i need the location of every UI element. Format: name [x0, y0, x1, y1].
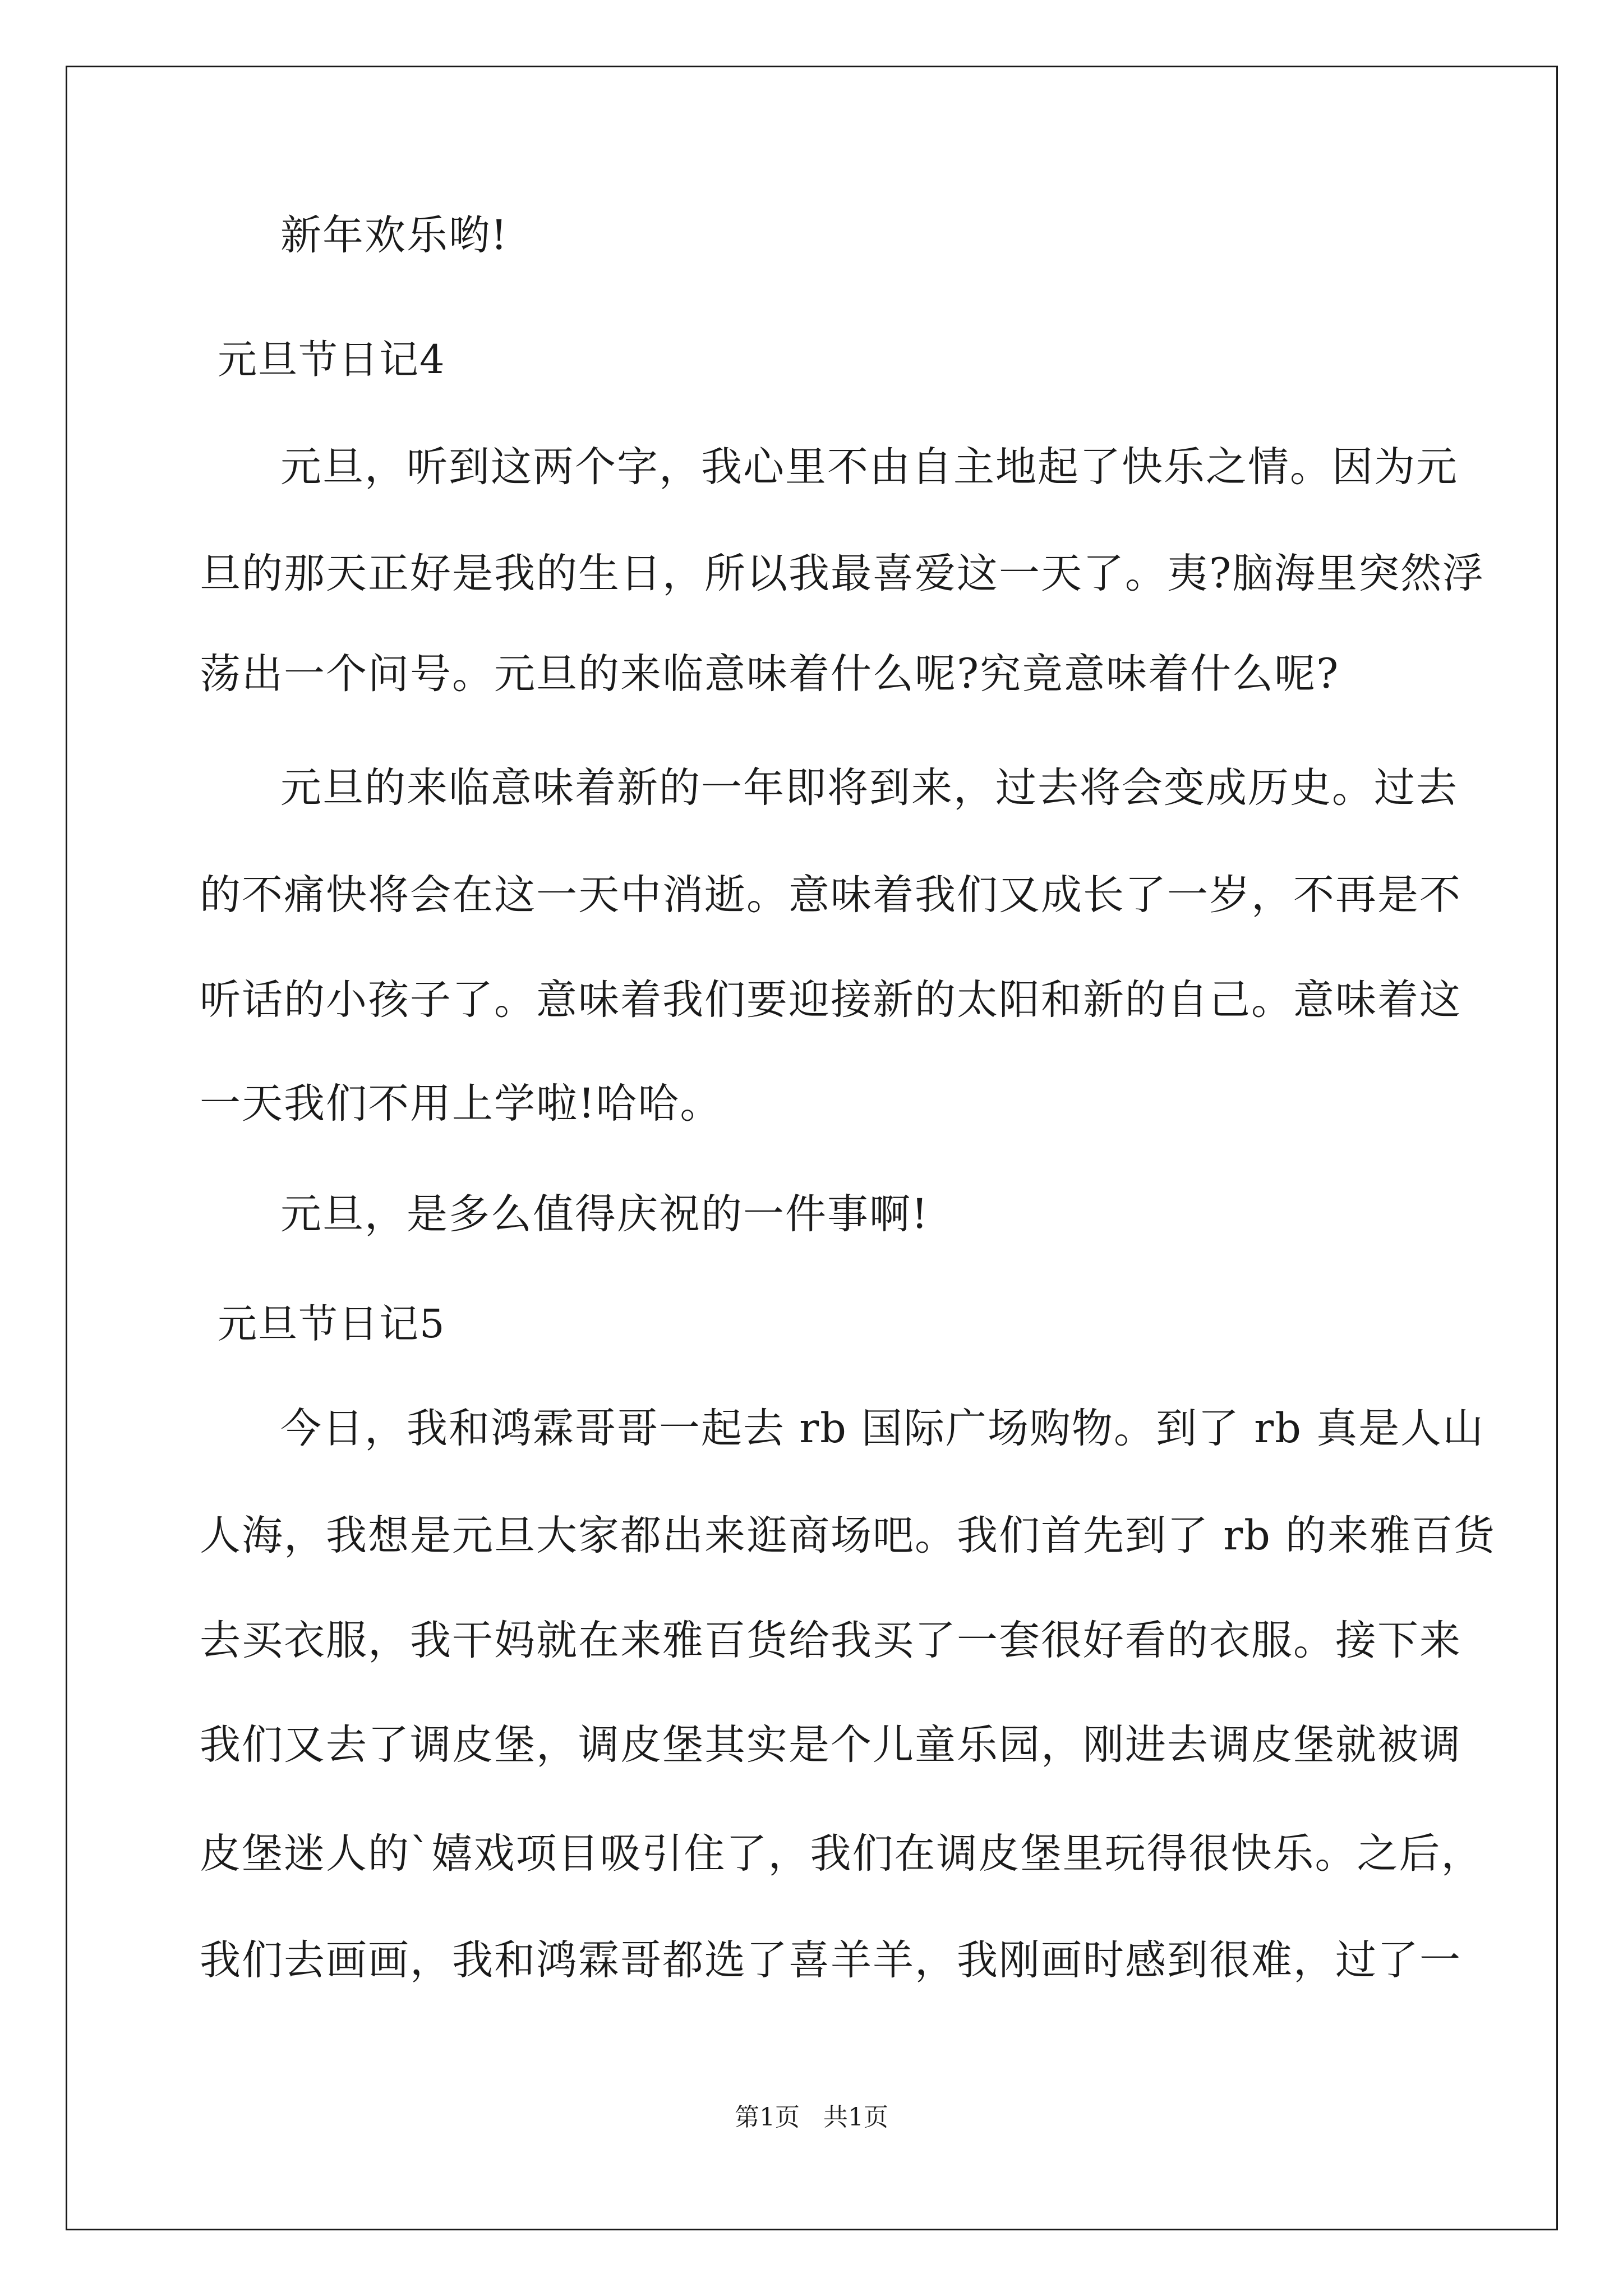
- section-heading: 元旦节日记4: [218, 337, 446, 383]
- paragraph-line: 听话的小孩子了。意味着我们要迎接新的太阳和新的自己。意味着这: [200, 976, 1461, 1024]
- paragraph-line: 荡出一个问号。元旦的来临意味着什么呢?究竟意味着什么呢?: [200, 650, 1340, 698]
- paragraph-line: 今日，我和鸿霖哥哥一起去 rb 国际广场购物。到了 rb 真是人山: [280, 1405, 1485, 1452]
- paragraph-line: 旦的那天正好是我的生日，所以我最喜爱这一天了。夷?脑海里突然浮: [200, 550, 1485, 597]
- paragraph-line: 元旦的来临意味着新的一年即将到来，过去将会变成历史。过去: [280, 764, 1458, 812]
- paragraph-line: 元旦，听到这两个字，我心里不由自主地起了快乐之情。因为元: [280, 443, 1458, 491]
- paragraph-line: 皮堡迷人的`嬉戏项目吸引住了，我们在调皮堡里玩得很快乐。之后，: [200, 1830, 1483, 1878]
- paragraph-line: 我们去画画，我和鸿霖哥都选了喜羊羊，我刚画时感到很难，过了一: [200, 1936, 1461, 1984]
- page-number: 第1页 共1页: [735, 2103, 888, 2132]
- paragraph-line: 去买衣服，我干妈就在来雅百货给我买了一套很好看的衣服。接下来: [200, 1617, 1461, 1664]
- paragraph-line: 新年欢乐哟!: [280, 211, 509, 259]
- section-heading: 元旦节日记5: [218, 1301, 446, 1347]
- paragraph-line: 人海，我想是元旦大家都出来逛商场吧。我们首先到了 rb 的来雅百货: [200, 1512, 1496, 1559]
- paragraph-line: 我们又去了调皮堡，调皮堡其实是个儿童乐园，刚进去调皮堡就被调: [200, 1721, 1461, 1769]
- paragraph-line: 的不痛快将会在这一天中消逝。意味着我们又成长了一岁，不再是不: [200, 871, 1461, 919]
- page-border: [66, 66, 1558, 2230]
- paragraph-line: 一天我们不用上学啦!哈哈。: [200, 1080, 722, 1128]
- paragraph-line: 元旦，是多么值得庆祝的一件事啊!: [280, 1190, 929, 1238]
